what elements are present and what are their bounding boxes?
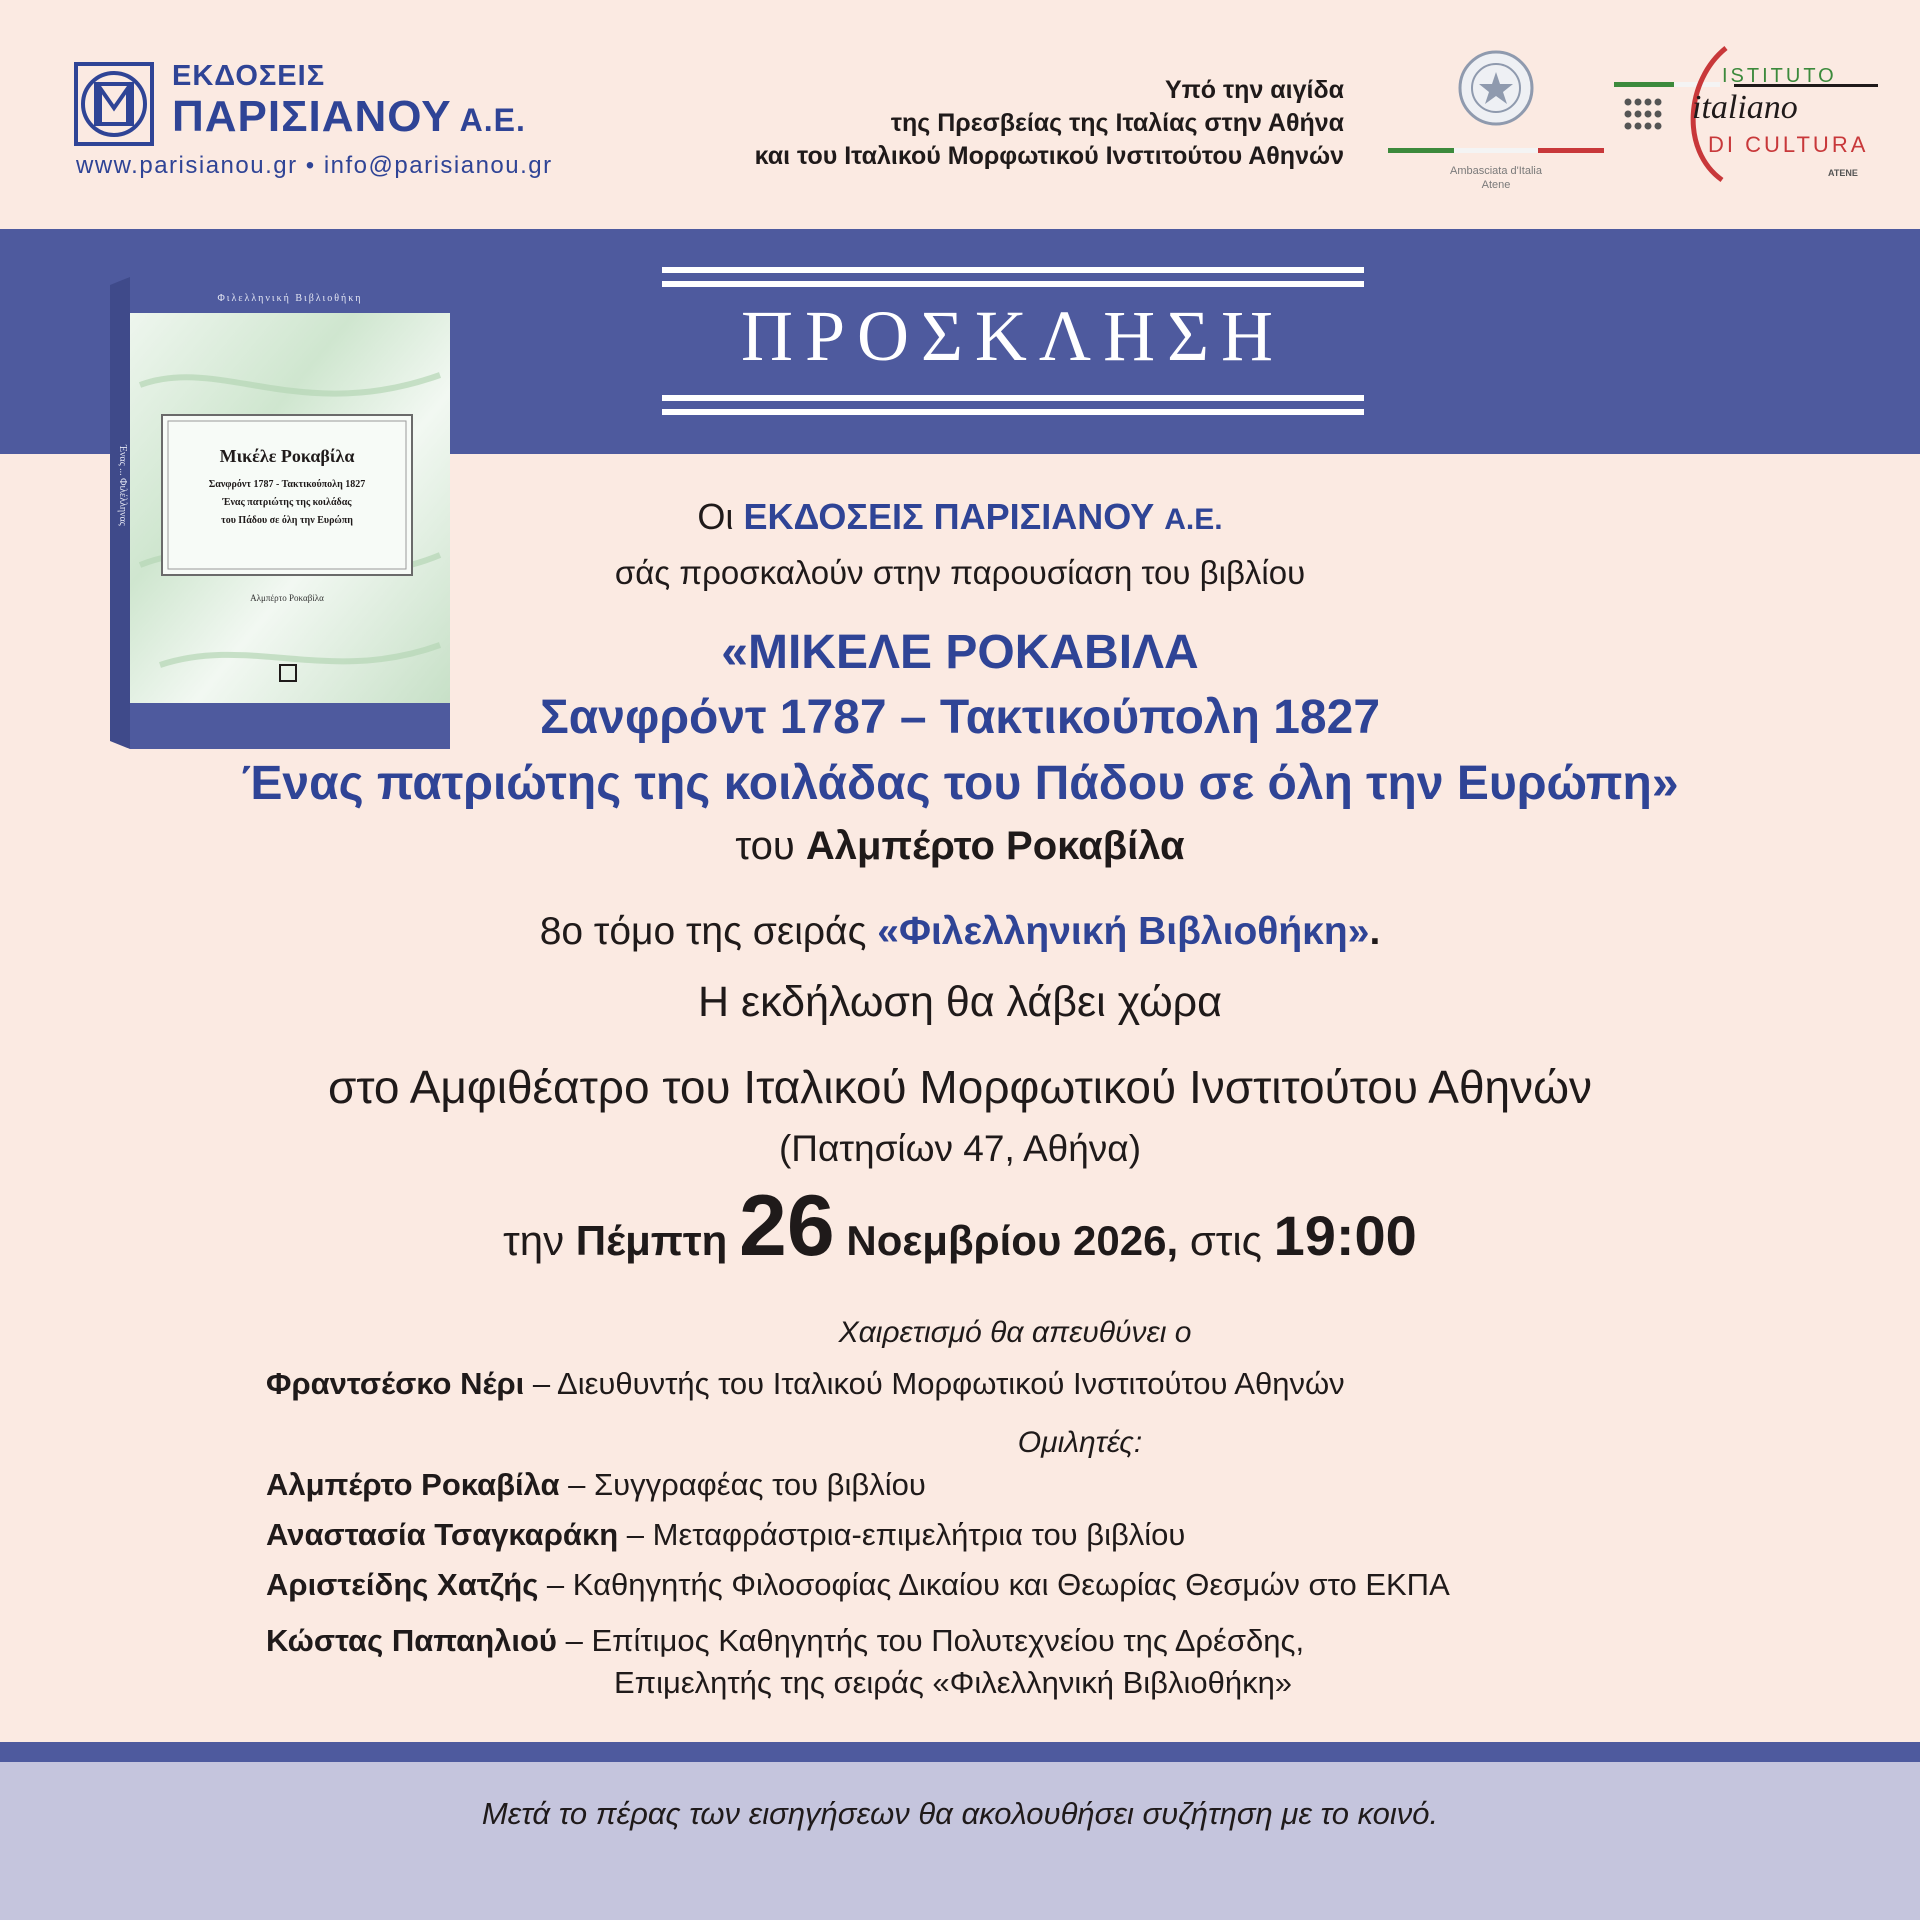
speakers-label: Ομιλητές: <box>1017 1426 1143 1459</box>
speaker-name: Φραντσέσκο Νέρι <box>266 1366 525 1401</box>
speaker-role: – Μεταφράστρια-επιμελήτρια του βιβλίου <box>618 1517 1186 1552</box>
book-subtitle-line: Σανφρόντ 1787 - Τακτικούπολη 1827 <box>208 479 366 490</box>
venue-line: στο Αμφιθέατρο του Ιταλικού Μορφωτικού Ινστιτούτου Αθηνών <box>327 1061 1593 1113</box>
italiano-word: italiano <box>1692 89 1798 126</box>
title-rule <box>662 409 1364 415</box>
date-month-year: Νοεμβρίου 2026, <box>846 1217 1179 1264</box>
footer-rule <box>0 1742 1920 1762</box>
publisher-suffix: Α.Ε. <box>459 102 526 138</box>
book-subtitle-line: Ένας πατριώτης της κοιλάδας <box>222 497 352 508</box>
atene-word: ATENE <box>1828 168 1858 178</box>
author-name: Αλμπέρτο Ροκαβίλα <box>805 824 1185 868</box>
series-name: «Φιλελληνική Βιβλιοθήκη» <box>877 910 1370 953</box>
time-pre: στις <box>1189 1217 1262 1264</box>
invite-publisher: ΕΚΔΟΣΕΙΣ ΠΑΡΙΣΙΑΝΟΥ <box>743 496 1155 537</box>
speaker-role: – Καθηγητής Φιλοσοφίας Δικαίου και Θεωρίας Θεσμών στο ΕΚΠΑ <box>538 1567 1450 1602</box>
speaker-name: Αλμπέρτο Ροκαβίλα <box>266 1467 560 1502</box>
book-subtitle-line: του Πάδου σε όλη την Ευρώπη <box>221 515 353 526</box>
speaker-name: Αναστασία Τσαγκαράκη <box>266 1517 619 1552</box>
date-day: 26 <box>739 1178 835 1274</box>
embassy-caption-line: Atene <box>1481 179 1511 191</box>
aegis-line: Υπό την αιγίδα <box>1164 76 1344 104</box>
title-rule <box>662 395 1364 401</box>
book-author-text: Αλμπέρτο Ροκαβίλα <box>250 593 324 603</box>
cultura-word: DI CULTURA <box>1708 132 1869 157</box>
book-spine-text: Ένας ... Φιλέλληνας <box>117 445 128 526</box>
speaker-role: – Συγγραφέας του βιβλίου <box>559 1467 926 1502</box>
date-weekday: Πέμπτη <box>575 1217 728 1264</box>
publisher-contact[interactable]: www.parisianou.gr • info@parisianou.gr <box>76 152 553 179</box>
welcome-label: Χαιρετισμό θα απευθύνει ο <box>838 1316 1192 1349</box>
invite-pre: Οι <box>697 496 734 537</box>
address-line: (Πατησίων 47, Αθήνα) <box>778 1128 1142 1169</box>
title-rule <box>662 281 1364 287</box>
aegis-line: της Πρεσβείας της Ιταλίας στην Αθήνα <box>890 109 1344 137</box>
book-series-text: Φιλελληνική Βιβλιοθήκη <box>217 293 363 304</box>
speaker-row <box>266 1567 1450 1603</box>
publisher-label: ΕΚΔΟΣΕΙΣ <box>172 60 326 92</box>
footer-note: Μετά το πέρας των εισηγήσεων θα ακολουθήσει συζήτηση με το κοινό. <box>481 1796 1439 1831</box>
event-line: Η εκδήλωση θα λάβει χώρα <box>698 978 1222 1026</box>
invite-line-1 <box>0 496 1920 538</box>
author-pre: του <box>735 824 795 868</box>
aegis-text <box>584 74 1344 173</box>
book-author-line <box>0 824 1920 869</box>
publisher-name-text: ΠΑΡΙΣΙΑΝΟΥ <box>172 92 452 141</box>
speaker-role-continued: Επιμελητής της σειράς «Φιλελληνική Βιβλιοθήκη» <box>614 1665 1293 1700</box>
embassy-emblem-icon <box>1388 44 1604 164</box>
istituto-word: ISTITUTO <box>1722 65 1837 87</box>
book-title-line-2: Σανφρόντ 1787 – Τακτικούπολη 1827 <box>539 691 1381 744</box>
invite-publisher-suffix: Α.Ε. <box>1164 503 1223 536</box>
book-title-text: Μικέλε Ροκαβίλα <box>219 446 355 466</box>
invite-line-2: σάς προσκαλούν στην παρουσίαση του βιβλίου <box>614 554 1306 591</box>
event-time: 19:00 <box>1273 1204 1417 1267</box>
speaker-role: – Επίτιμος Καθηγητής του Πολυτεχνείου της Δρέσδης, <box>556 1623 1305 1658</box>
title-rule <box>662 267 1364 273</box>
book-title-line-1: «ΜΙΚΕΛΕ ΡΟΚΑΒΙΛΑ <box>721 626 1199 679</box>
series-line <box>0 910 1920 954</box>
date-line <box>0 1178 1920 1281</box>
embassy-caption <box>1388 164 1604 192</box>
invitation-title: ΠΡΟΣΚΛΗΣΗ <box>740 296 1286 376</box>
series-end: . <box>1369 910 1381 953</box>
speaker-row <box>266 1517 1185 1553</box>
welcome-speaker <box>266 1366 1345 1402</box>
series-pre: 8ο τόμο της σειράς <box>539 910 867 953</box>
speaker-name: Κώστας Παπαηλιού <box>266 1623 557 1658</box>
publisher-name <box>172 92 526 142</box>
speaker-row <box>266 1623 1304 1659</box>
footer-band <box>0 1762 1920 1920</box>
speaker-name: Αριστείδης Χατζής <box>266 1567 539 1602</box>
book-title-line-3: Ένας πατριώτης της κοιλάδας του Πάδου σε όλη την Ευρώπη» <box>241 757 1679 810</box>
embassy-logo <box>1388 44 1604 204</box>
istituto-logo <box>1614 40 1878 188</box>
speaker-role: – Διευθυντής του Ιταλικού Μορφωτικού Ινστιτούτου Αθηνών <box>524 1366 1345 1401</box>
publisher-logo <box>74 62 154 146</box>
aegis-line: και του Ιταλικού Μορφωτικού Ινστιτούτου Αθηνών <box>754 142 1344 170</box>
speaker-row <box>266 1467 926 1503</box>
date-pre: την <box>503 1217 565 1264</box>
embassy-caption-line: Ambasciata d'Italia <box>1450 165 1542 177</box>
